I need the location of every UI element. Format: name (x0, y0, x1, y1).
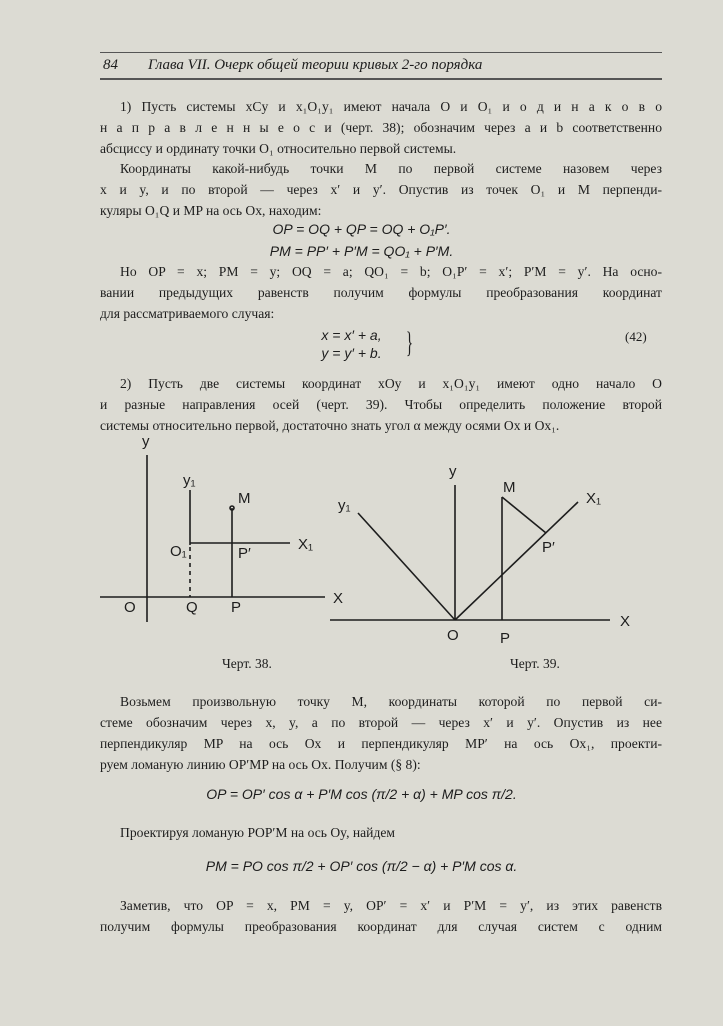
fig39-label-P: P (500, 630, 511, 647)
text-line: x и y, и по второй — через x′ и y′. Опустив из точек O₁ и M перпенди- (100, 182, 662, 197)
figure-38-caption: Черт. 38. (222, 656, 272, 671)
fig38-label-M: M (238, 490, 251, 507)
fig39-label-X1: X₁ (586, 490, 602, 507)
equation-number: (42) (625, 329, 647, 344)
text-line: Возьмем произвольную точку M, координаты которой по первой си- (120, 694, 662, 709)
formula: OP = OQ + QP = OQ + O₁P′. (272, 221, 451, 237)
fig39-MPprime (502, 497, 546, 533)
text-line: стеме обозначим через x, y, а по второй — через x′ и y′. Опустив из нее (100, 715, 662, 730)
formula: PM = PO cos π/2 + OP′ cos (π/2 − α) + P′M cos α. (205, 858, 518, 874)
formula: x = x′ + a, (321, 327, 382, 343)
formula: OP = OP′ cos α + P′M cos (π/2 + α) + MP cos π/2. (206, 786, 517, 802)
fig38-label-y1: y₁ (183, 472, 196, 489)
fig39-label-Pprime: P′ (542, 539, 555, 556)
fig39-y1-axis (358, 513, 455, 620)
formula: PM = PP′ + P′M = QO₁ + P′M. (269, 243, 454, 259)
text-line: Заметив, что OP = x, PM = y, OP′ = x′ и P′M = y′, из этих равенств (120, 898, 662, 913)
text-line: куляры O₁Q и MP на ось Ox, находим: (100, 203, 322, 218)
text-line: получим формулы преобразования координат для случая систем с одним (100, 919, 662, 934)
fig39-label-O: O (447, 627, 459, 644)
fig38-label-O: O (124, 599, 136, 616)
chapter-title: Глава VII. Очерк общей теории кривых 2-го порядка (148, 57, 483, 73)
fig39-label-X: X (620, 613, 631, 630)
figure-39 (330, 485, 610, 620)
fig38-label-y: y (142, 433, 150, 450)
text-line: абсциссу и ординату точки O₁ относительно первой системы. (100, 141, 457, 156)
fig38-label-P: P (231, 599, 242, 616)
fig39-x1-axis (455, 502, 578, 620)
text-line: 2) Пусть две системы координат xOy и x₁O₁y₁ имеют одно начало O (120, 376, 662, 391)
fig38-label-Q: Q (186, 599, 198, 616)
fig39-label-M: M (503, 479, 516, 496)
text-line: Проектируя ломаную POP′M на ось Oy, найдем (120, 825, 396, 840)
text-line: вании предыдущих равенств получим формулы преобразования координат (100, 285, 662, 300)
formula: y = y′ + b. (321, 345, 382, 361)
fig38-label-Pprime: P′ (238, 545, 251, 562)
fig38-label-X1: X₁ (298, 536, 314, 553)
figure-38-labels (124, 433, 343, 616)
text-line: 1) Пусть системы xCy и x₁O₁y₁ имеют начала O и O₁ и о д и н а к о в о (120, 99, 662, 114)
text-line: и разные направления осей (черт. 39). Чтобы определить положение второй (100, 397, 662, 412)
text-line: системы относительно первой, достаточно знать угол α между осями Ox и Ox₁. (100, 418, 560, 433)
figure-38 (100, 455, 325, 622)
brace: } (405, 326, 414, 359)
fig38-label-X: X (333, 590, 344, 607)
fig38-label-O1: O₁ (170, 543, 187, 560)
figure-39-caption: Черт. 39. (510, 656, 560, 671)
text-line: для рассматриваемого случая: (100, 306, 275, 321)
text-line: Но OP = x; PM = y; OQ = a; QO₁ = b; O₁P′ = x′; P′M = y′. На осно- (120, 264, 662, 279)
text-line: н а п р а в л е н н ы е о с и (черт. 38); обозначим через a и b соответственно (100, 120, 662, 135)
text-line: Координаты какой-нибудь точки M по первой системе назовем через (120, 161, 662, 176)
text-line: перпендикуляр MP на ось Ox и перпендикуляр MP′ на ось Ox₁, проекти- (100, 736, 662, 751)
page-number: 84 (103, 57, 118, 73)
fig39-label-y: y (449, 463, 457, 480)
text-line: руем ломаную линию OP′MP на ось Ox. Получим (§ 8): (100, 757, 421, 772)
fig39-label-y1: y₁ (338, 497, 351, 514)
